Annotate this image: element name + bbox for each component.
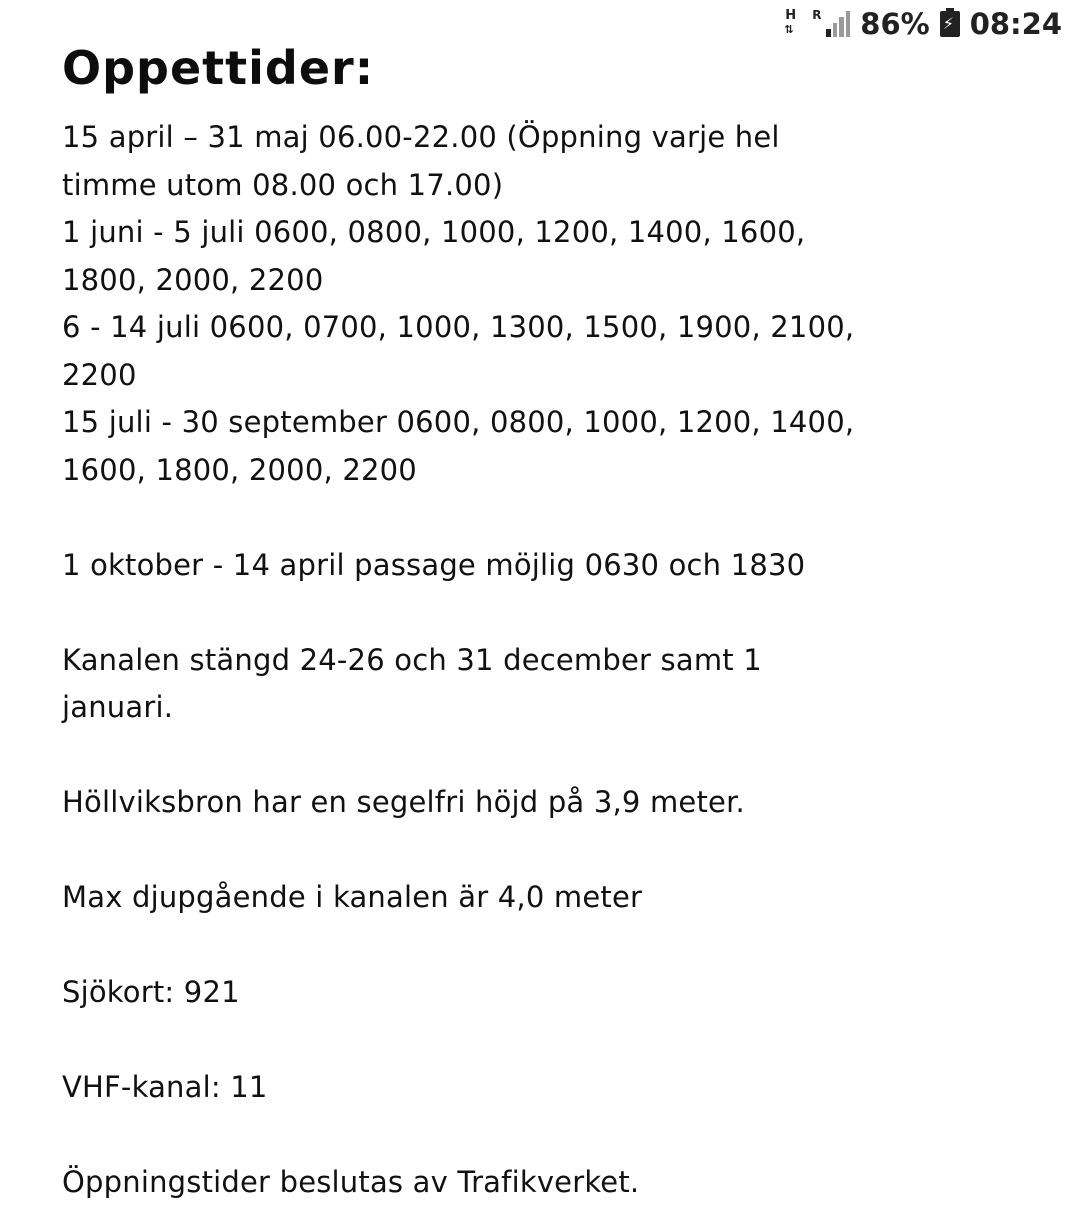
schedule-line: 1600, 1800, 2000, 2200 — [62, 452, 417, 487]
closed-dates-line: januari. — [62, 690, 174, 724]
signal-bar — [826, 29, 831, 37]
schedule-line: 1 juni - 5 juli 0600, 0800, 1000, 1200, 1400, 1600, — [62, 215, 806, 249]
page-content — [62, 38, 1052, 1207]
schedule-line: 15 april – 31 maj 06.00-22.00 (Öppning varje hel — [62, 120, 780, 154]
network-type-letter: H — [785, 8, 797, 23]
bridge-clearance: Höllviksbron har en segelfri höjd på 3,9 meter. — [62, 785, 745, 819]
closed-dates-line: Kanalen stängd 24-26 och 31 december samt 1 — [62, 642, 762, 677]
schedule-line: 15 juli - 30 september 0600, 0800, 1000, 1200, 1400, — [62, 405, 855, 439]
signal-bar — [833, 23, 838, 37]
vhf-channel: VHF-kanal: 11 — [62, 1070, 268, 1104]
network-type-icon — [782, 9, 804, 39]
page-title: Oppettider: — [62, 41, 375, 95]
roaming-letter: R — [812, 8, 822, 22]
nautical-chart: Sjökort: 921 — [62, 975, 240, 1009]
signal-bar — [846, 11, 851, 37]
schedule-list — [62, 114, 1052, 1207]
winter-schedule: 1 oktober - 14 april passage möjlig 0630 och 1830 — [62, 547, 806, 582]
signal-bar — [839, 17, 844, 37]
signal-strength-icon — [812, 8, 850, 37]
battery-charging-icon: ⚡ — [940, 11, 960, 37]
authority-note: Öppningstider beslutas av Trafikverket. — [62, 1165, 640, 1199]
schedule-line: 2200 — [62, 357, 137, 392]
schedule-line: 1800, 2000, 2200 — [62, 262, 324, 297]
schedule-line: timme utom 08.00 och 17.00) — [62, 167, 504, 202]
data-activity-arrows: ⇅ — [784, 23, 793, 36]
clock: 08:24 — [969, 7, 1062, 41]
schedule-line: 6 - 14 juli 0600, 0700, 1000, 1300, 1500, 1900, 2100, — [62, 310, 855, 344]
max-draft: Max djupgående i kanalen är 4,0 meter — [62, 880, 643, 914]
battery-percent: 86% — [860, 7, 930, 41]
